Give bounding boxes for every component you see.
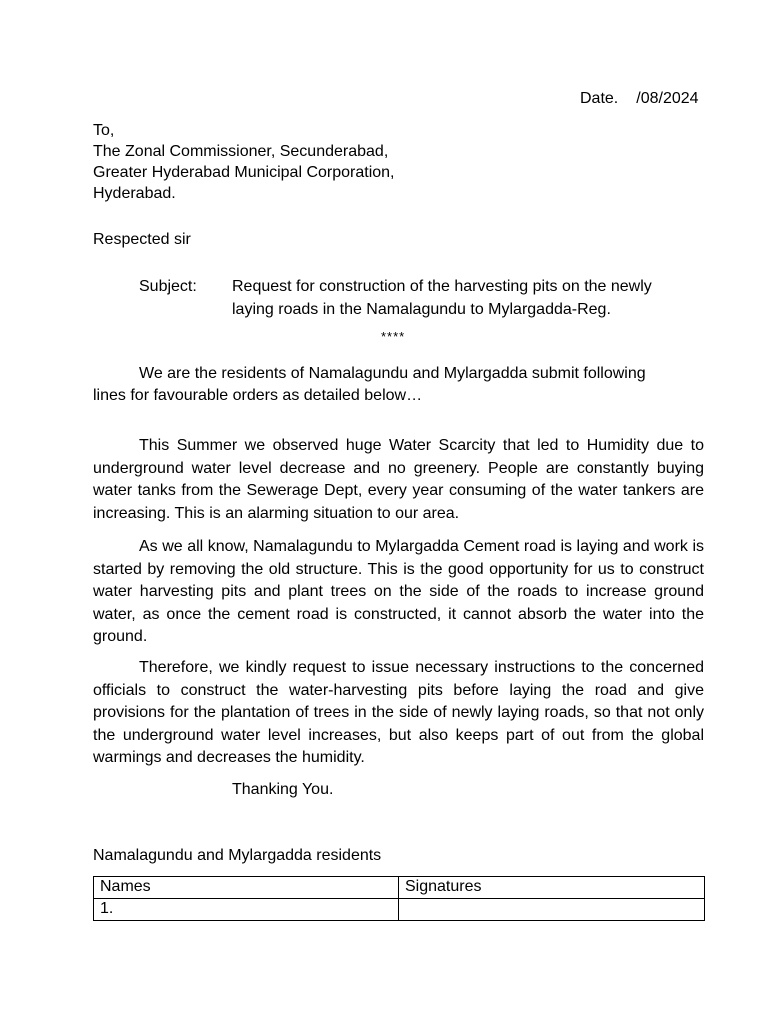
address-line: To, bbox=[93, 122, 115, 139]
table-cell-signature bbox=[399, 899, 705, 921]
signatory: Namalagundu and Mylargadda residents bbox=[93, 847, 382, 864]
subject-line: laying roads in the Namalagundu to Mylargadda-Reg. bbox=[232, 301, 611, 318]
address-line: Greater Hyderabad Municipal Corporation, bbox=[93, 164, 395, 181]
subject-label: Subject: bbox=[139, 278, 197, 295]
header-names: Names bbox=[94, 877, 399, 899]
table-header-row bbox=[94, 877, 705, 899]
body-paragraph-3: Therefore, we kindly request to issue necessary instructions to the concerned officials to construct the water-harvesting pits before laying the road and give provisions for the plantation of trees in the side of newly laying roads, so that not only the underground water level increases, but also keeps part of out from the global warmings and decreases the humidity. bbox=[93, 659, 704, 766]
intro-line: lines for favourable orders as detailed below… bbox=[93, 387, 423, 404]
intro-text bbox=[93, 363, 646, 407]
intro-line: We are the residents of Namalagundu and Mylargadda submit following bbox=[139, 365, 646, 382]
address-line: Hyderabad. bbox=[93, 185, 176, 202]
signature-table bbox=[93, 876, 705, 921]
subject-line: Request for construction of the harvesting pits on the newly bbox=[232, 278, 652, 295]
closing: Thanking You. bbox=[232, 781, 334, 798]
separator-stars: **** bbox=[381, 329, 406, 344]
table-cell-name: 1. bbox=[94, 899, 399, 921]
date-line bbox=[580, 88, 699, 110]
address-line: The Zonal Commissioner, Secunderabad, bbox=[93, 143, 389, 160]
salutation: Respected sir bbox=[93, 231, 191, 248]
subject-text bbox=[232, 275, 652, 321]
header-signatures: Signatures bbox=[399, 877, 705, 899]
recipient-address bbox=[93, 120, 394, 204]
date-value: /08/2024 bbox=[636, 90, 699, 107]
date-label: Date. bbox=[580, 90, 619, 107]
body-paragraph-2: As we all know, Namalagundu to Mylargadda Cement road is laying and work is started by removing the old structure. This is the good opportunity for us to construct water harvesting pits and plant trees on the side of the roads to increase ground water, as once the cement road is constructed, it cannot absorb the water into the ground. bbox=[93, 538, 704, 645]
table-row bbox=[94, 899, 705, 921]
body-paragraph-1: This Summer we observed huge Water Scarcity that led to Humidity due to underground water level decrease and no greenery. People are constantly buying water tanks from the Sewerage Dept, every year consuming of the water tankers are increasing. This is an alarming situation to our area. bbox=[93, 437, 704, 522]
